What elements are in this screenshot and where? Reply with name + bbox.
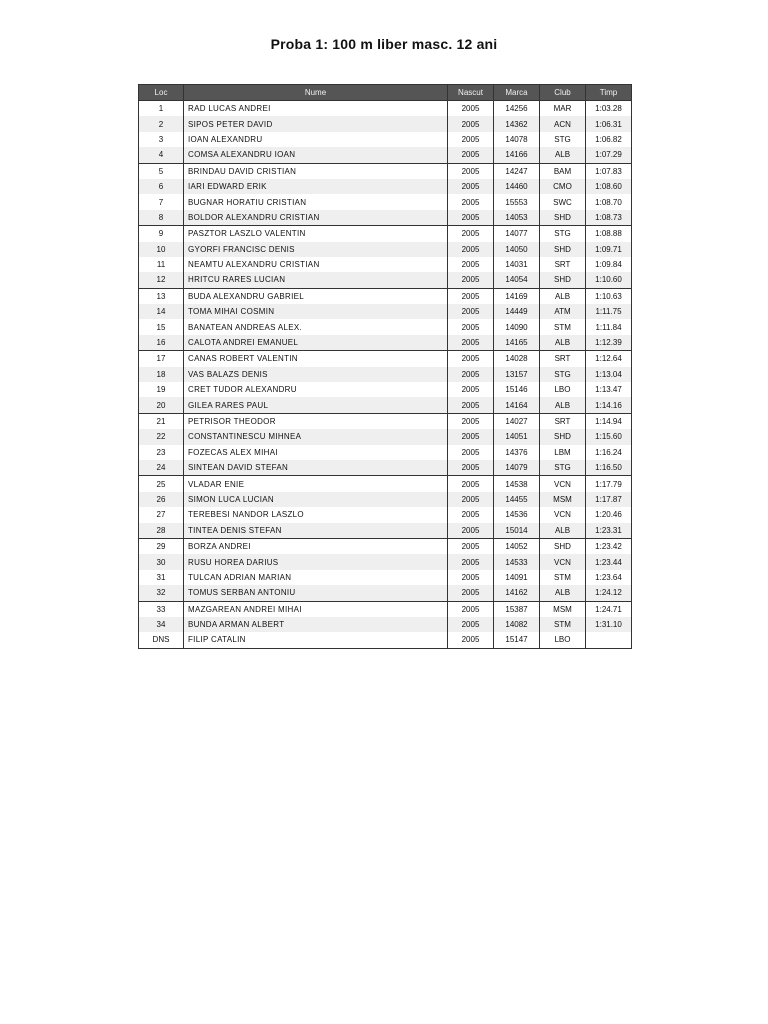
cell-birth-year: 2005 — [448, 257, 494, 272]
cell-marca: 14090 — [494, 319, 540, 334]
cell-name: BOLDOR ALEXANDRU CRISTIAN — [184, 210, 448, 226]
table-row — [139, 351, 632, 367]
cell-time: 1:08.70 — [586, 194, 632, 209]
cell-birth-year: 2005 — [448, 226, 494, 242]
cell-club: VCN — [540, 476, 586, 492]
cell-club: SHD — [540, 210, 586, 226]
cell-name: SIMON LUCA LUCIAN — [184, 492, 448, 507]
cell-time: 1:23.64 — [586, 570, 632, 585]
table-row — [139, 272, 632, 288]
cell-club: CMO — [540, 179, 586, 194]
cell-loc: 8 — [139, 210, 184, 226]
cell-marca: 14031 — [494, 257, 540, 272]
table-row — [139, 382, 632, 397]
cell-marca: 14082 — [494, 617, 540, 632]
cell-marca: 14460 — [494, 179, 540, 194]
cell-time: 1:11.84 — [586, 319, 632, 334]
cell-club: STG — [540, 132, 586, 147]
cell-birth-year: 2005 — [448, 476, 494, 492]
column-header-marca: Marca — [494, 85, 540, 101]
cell-loc: 31 — [139, 570, 184, 585]
cell-marca: 14164 — [494, 397, 540, 413]
table-row — [139, 147, 632, 163]
cell-club: SRT — [540, 351, 586, 367]
cell-marca: 14050 — [494, 242, 540, 257]
cell-birth-year: 2005 — [448, 242, 494, 257]
cell-marca: 14051 — [494, 429, 540, 444]
table-row — [139, 523, 632, 539]
table-row — [139, 226, 632, 242]
cell-club: STG — [540, 226, 586, 242]
cell-name: SINTEAN DAVID STEFAN — [184, 460, 448, 476]
cell-name: TULCAN ADRIAN MARIAN — [184, 570, 448, 585]
cell-time: 1:13.47 — [586, 382, 632, 397]
results-table — [138, 84, 632, 649]
cell-time: 1:11.75 — [586, 304, 632, 319]
table-row — [139, 429, 632, 444]
cell-name: IOAN ALEXANDRU — [184, 132, 448, 147]
cell-name: TEREBESI NANDOR LASZLO — [184, 507, 448, 522]
table-row — [139, 194, 632, 209]
table-row — [139, 632, 632, 648]
table-row — [139, 257, 632, 272]
cell-time: 1:15.60 — [586, 429, 632, 444]
cell-loc: 20 — [139, 397, 184, 413]
cell-marca: 14078 — [494, 132, 540, 147]
cell-club: SHD — [540, 429, 586, 444]
table-row — [139, 288, 632, 304]
table-row — [139, 570, 632, 585]
cell-name: HRITCU RARES LUCIAN — [184, 272, 448, 288]
cell-marca: 14027 — [494, 413, 540, 429]
cell-loc: 16 — [139, 335, 184, 351]
table-row — [139, 304, 632, 319]
cell-birth-year: 2005 — [448, 617, 494, 632]
cell-time: 1:07.83 — [586, 163, 632, 179]
cell-birth-year: 2005 — [448, 523, 494, 539]
cell-club: SRT — [540, 413, 586, 429]
table-row — [139, 210, 632, 226]
cell-birth-year: 2005 — [448, 179, 494, 194]
cell-name: NEAMTU ALEXANDRU CRISTIAN — [184, 257, 448, 272]
table-row — [139, 116, 632, 131]
cell-birth-year: 2005 — [448, 507, 494, 522]
cell-birth-year: 2005 — [448, 445, 494, 460]
cell-time — [586, 632, 632, 648]
table-row — [139, 101, 632, 117]
cell-birth-year: 2005 — [448, 538, 494, 554]
cell-time: 1:17.79 — [586, 476, 632, 492]
cell-loc: 27 — [139, 507, 184, 522]
cell-marca: 14091 — [494, 570, 540, 585]
table-row — [139, 335, 632, 351]
cell-club: ALB — [540, 585, 586, 601]
cell-loc: 5 — [139, 163, 184, 179]
cell-name: BUDA ALEXANDRU GABRIEL — [184, 288, 448, 304]
cell-loc: 17 — [139, 351, 184, 367]
cell-time: 1:07.29 — [586, 147, 632, 163]
cell-loc: 32 — [139, 585, 184, 601]
cell-loc: 1 — [139, 101, 184, 117]
cell-loc: 15 — [139, 319, 184, 334]
cell-loc: 9 — [139, 226, 184, 242]
cell-birth-year: 2005 — [448, 147, 494, 163]
cell-time: 1:08.73 — [586, 210, 632, 226]
cell-marca: 14166 — [494, 147, 540, 163]
cell-loc: 3 — [139, 132, 184, 147]
cell-time: 1:06.82 — [586, 132, 632, 147]
cell-name: TOMUS SERBAN ANTONIU — [184, 585, 448, 601]
cell-club: VCN — [540, 554, 586, 569]
cell-name: IARI EDWARD ERIK — [184, 179, 448, 194]
cell-marca: 14162 — [494, 585, 540, 601]
cell-time: 1:23.42 — [586, 538, 632, 554]
cell-marca: 14533 — [494, 554, 540, 569]
column-header-club: Club — [540, 85, 586, 101]
column-header-nume: Nume — [184, 85, 448, 101]
cell-name: CANAS ROBERT VALENTIN — [184, 351, 448, 367]
cell-birth-year: 2005 — [448, 367, 494, 382]
cell-marca: 14538 — [494, 476, 540, 492]
cell-name: SIPOS PETER DAVID — [184, 116, 448, 131]
cell-club: ALB — [540, 523, 586, 539]
cell-marca: 14247 — [494, 163, 540, 179]
cell-time: 1:10.63 — [586, 288, 632, 304]
page-title: Proba 1: 100 m liber masc. 12 ani — [270, 36, 498, 52]
cell-marca: 14052 — [494, 538, 540, 554]
cell-club: LBO — [540, 382, 586, 397]
cell-birth-year: 2005 — [448, 116, 494, 131]
cell-loc: 34 — [139, 617, 184, 632]
cell-loc: 18 — [139, 367, 184, 382]
cell-name: BUNDA ARMAN ALBERT — [184, 617, 448, 632]
cell-club: BAM — [540, 163, 586, 179]
cell-loc: 10 — [139, 242, 184, 257]
cell-loc: 12 — [139, 272, 184, 288]
cell-loc: 6 — [139, 179, 184, 194]
table-row — [139, 538, 632, 554]
cell-club: SHD — [540, 242, 586, 257]
cell-marca: 13157 — [494, 367, 540, 382]
cell-marca: 14449 — [494, 304, 540, 319]
cell-marca: 14256 — [494, 101, 540, 117]
cell-marca: 14536 — [494, 507, 540, 522]
column-header-timp: Timp — [586, 85, 632, 101]
cell-birth-year: 2005 — [448, 632, 494, 648]
column-header-nascut: Nascut — [448, 85, 494, 101]
cell-loc: 7 — [139, 194, 184, 209]
cell-club: STM — [540, 617, 586, 632]
cell-name: BANATEAN ANDREAS ALEX. — [184, 319, 448, 334]
cell-club: SRT — [540, 257, 586, 272]
cell-club: MSM — [540, 492, 586, 507]
cell-marca: 14077 — [494, 226, 540, 242]
cell-birth-year: 2005 — [448, 335, 494, 351]
cell-name: MAZGAREAN ANDREI MIHAI — [184, 601, 448, 617]
cell-time: 1:09.71 — [586, 242, 632, 257]
column-header-loc: Loc — [139, 85, 184, 101]
table-row — [139, 492, 632, 507]
cell-club: MAR — [540, 101, 586, 117]
cell-club: ALB — [540, 335, 586, 351]
cell-time: 1:14.94 — [586, 413, 632, 429]
cell-loc: 29 — [139, 538, 184, 554]
results-body — [139, 101, 632, 649]
cell-loc: DNS — [139, 632, 184, 648]
cell-name: COMSA ALEXANDRU IOAN — [184, 147, 448, 163]
cell-loc: 13 — [139, 288, 184, 304]
table-row — [139, 179, 632, 194]
cell-time: 1:16.24 — [586, 445, 632, 460]
cell-loc: 22 — [139, 429, 184, 444]
cell-loc: 11 — [139, 257, 184, 272]
cell-time: 1:17.87 — [586, 492, 632, 507]
table-row — [139, 554, 632, 569]
table-row — [139, 445, 632, 460]
cell-club: ACN — [540, 116, 586, 131]
cell-club: SHD — [540, 272, 586, 288]
cell-loc: 14 — [139, 304, 184, 319]
cell-marca: 15014 — [494, 523, 540, 539]
cell-marca: 14054 — [494, 272, 540, 288]
cell-marca: 14053 — [494, 210, 540, 226]
table-row — [139, 413, 632, 429]
cell-club: VCN — [540, 507, 586, 522]
cell-name: CRET TUDOR ALEXANDRU — [184, 382, 448, 397]
cell-birth-year: 2005 — [448, 460, 494, 476]
cell-name: PASZTOR LASZLO VALENTIN — [184, 226, 448, 242]
cell-loc: 30 — [139, 554, 184, 569]
cell-birth-year: 2005 — [448, 163, 494, 179]
cell-club: LBM — [540, 445, 586, 460]
cell-marca: 14376 — [494, 445, 540, 460]
table-row — [139, 397, 632, 413]
cell-loc: 23 — [139, 445, 184, 460]
cell-birth-year: 2005 — [448, 351, 494, 367]
cell-birth-year: 2005 — [448, 429, 494, 444]
cell-marca: 15553 — [494, 194, 540, 209]
cell-birth-year: 2005 — [448, 570, 494, 585]
table-row — [139, 367, 632, 382]
cell-name: CONSTANTINESCU MIHNEA — [184, 429, 448, 444]
cell-name: GILEA RARES PAUL — [184, 397, 448, 413]
cell-marca: 14028 — [494, 351, 540, 367]
cell-name: BORZA ANDREI — [184, 538, 448, 554]
cell-club: STG — [540, 367, 586, 382]
cell-name: RUSU HOREA DARIUS — [184, 554, 448, 569]
cell-birth-year: 2005 — [448, 397, 494, 413]
cell-marca: 14362 — [494, 116, 540, 131]
cell-time: 1:03.28 — [586, 101, 632, 117]
cell-time: 1:13.04 — [586, 367, 632, 382]
cell-loc: 2 — [139, 116, 184, 131]
table-row — [139, 132, 632, 147]
cell-club: ALB — [540, 288, 586, 304]
cell-club: MSM — [540, 601, 586, 617]
cell-name: PETRISOR THEODOR — [184, 413, 448, 429]
cell-time: 1:10.60 — [586, 272, 632, 288]
cell-time: 1:12.64 — [586, 351, 632, 367]
cell-name: BUGNAR HORATIU CRISTIAN — [184, 194, 448, 209]
cell-birth-year: 2005 — [448, 413, 494, 429]
table-row — [139, 617, 632, 632]
cell-time: 1:16.50 — [586, 460, 632, 476]
cell-club: LBO — [540, 632, 586, 648]
cell-club: ATM — [540, 304, 586, 319]
table-row — [139, 163, 632, 179]
cell-club: SHD — [540, 538, 586, 554]
cell-name: GYORFI FRANCISC DENIS — [184, 242, 448, 257]
table-row — [139, 476, 632, 492]
cell-name: BRINDAU DAVID CRISTIAN — [184, 163, 448, 179]
cell-club: STM — [540, 319, 586, 334]
cell-birth-year: 2005 — [448, 585, 494, 601]
cell-birth-year: 2005 — [448, 601, 494, 617]
cell-marca: 15146 — [494, 382, 540, 397]
cell-name: VAS BALAZS DENIS — [184, 367, 448, 382]
cell-time: 1:31.10 — [586, 617, 632, 632]
cell-club: ALB — [540, 397, 586, 413]
cell-name: CALOTA ANDREI EMANUEL — [184, 335, 448, 351]
cell-marca: 14455 — [494, 492, 540, 507]
cell-birth-year: 2005 — [448, 101, 494, 117]
cell-name: VLADAR ENIE — [184, 476, 448, 492]
cell-birth-year: 2005 — [448, 210, 494, 226]
cell-birth-year: 2005 — [448, 304, 494, 319]
cell-loc: 28 — [139, 523, 184, 539]
cell-time: 1:12.39 — [586, 335, 632, 351]
cell-loc: 25 — [139, 476, 184, 492]
table-row — [139, 601, 632, 617]
cell-birth-year: 2005 — [448, 554, 494, 569]
cell-loc: 33 — [139, 601, 184, 617]
table-row — [139, 585, 632, 601]
cell-marca: 14169 — [494, 288, 540, 304]
cell-time: 1:08.88 — [586, 226, 632, 242]
cell-name: RAD LUCAS ANDREI — [184, 101, 448, 117]
cell-time: 1:24.71 — [586, 601, 632, 617]
cell-club: STM — [540, 570, 586, 585]
table-row — [139, 319, 632, 334]
cell-marca: 14165 — [494, 335, 540, 351]
cell-birth-year: 2005 — [448, 132, 494, 147]
table-header-row — [139, 85, 632, 101]
cell-name: FOZECAS ALEX MIHAI — [184, 445, 448, 460]
cell-time: 1:08.60 — [586, 179, 632, 194]
cell-time: 1:20.46 — [586, 507, 632, 522]
cell-birth-year: 2005 — [448, 492, 494, 507]
cell-time: 1:24.12 — [586, 585, 632, 601]
cell-name: TOMA MIHAI COSMIN — [184, 304, 448, 319]
cell-time: 1:09.84 — [586, 257, 632, 272]
cell-club: SWC — [540, 194, 586, 209]
cell-loc: 19 — [139, 382, 184, 397]
cell-loc: 21 — [139, 413, 184, 429]
cell-birth-year: 2005 — [448, 272, 494, 288]
cell-loc: 24 — [139, 460, 184, 476]
cell-marca: 15147 — [494, 632, 540, 648]
cell-name: TINTEA DENIS STEFAN — [184, 523, 448, 539]
cell-time: 1:23.31 — [586, 523, 632, 539]
cell-loc: 26 — [139, 492, 184, 507]
cell-name: FILIP CATALIN — [184, 632, 448, 648]
cell-time: 1:06.31 — [586, 116, 632, 131]
cell-club: ALB — [540, 147, 586, 163]
table-row — [139, 507, 632, 522]
cell-birth-year: 2005 — [448, 382, 494, 397]
cell-birth-year: 2005 — [448, 194, 494, 209]
cell-marca: 14079 — [494, 460, 540, 476]
cell-marca: 15387 — [494, 601, 540, 617]
table-row — [139, 460, 632, 476]
cell-club: STG — [540, 460, 586, 476]
cell-time: 1:23.44 — [586, 554, 632, 569]
cell-loc: 4 — [139, 147, 184, 163]
cell-birth-year: 2005 — [448, 319, 494, 334]
cell-time: 1:14.16 — [586, 397, 632, 413]
table-row — [139, 242, 632, 257]
cell-birth-year: 2005 — [448, 288, 494, 304]
